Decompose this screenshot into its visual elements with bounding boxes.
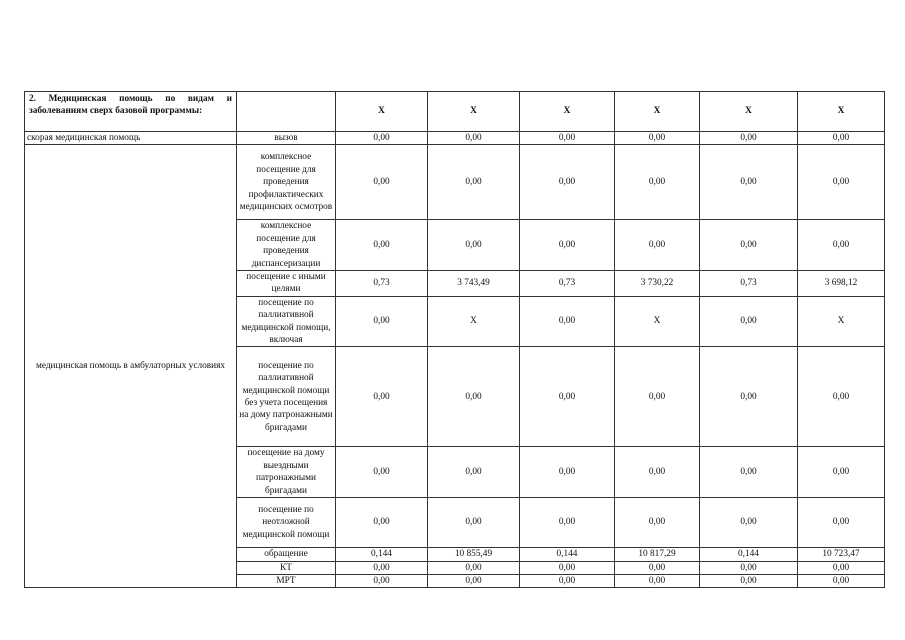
outpatient-value: 0,00 <box>428 498 520 548</box>
outpatient-unit: посещение по неотложной медицинской помощи <box>237 498 336 548</box>
ambulance-label: скорая медицинская помощь <box>25 132 237 145</box>
ambulance-value: 0,00 <box>615 132 700 145</box>
ambulance-unit: вызов <box>237 132 336 145</box>
outpatient-value: 0,00 <box>428 145 520 220</box>
outpatient-value: Х <box>615 296 700 347</box>
outpatient-value: 10 817,29 <box>615 548 700 561</box>
outpatient-value: 0,00 <box>336 220 428 271</box>
outpatient-value: 0,00 <box>336 498 428 548</box>
outpatient-value: 0,00 <box>336 296 428 347</box>
outpatient-unit: посещение с иными целями <box>237 271 336 297</box>
outpatient-value: 0,00 <box>700 347 798 447</box>
outpatient-value: 0,00 <box>336 561 428 574</box>
ambulance-value: 0,00 <box>520 132 615 145</box>
outpatient-value: 0,00 <box>700 561 798 574</box>
outpatient-value: 0,73 <box>520 271 615 297</box>
outpatient-value: 0,00 <box>615 498 700 548</box>
outpatient-value: 0,00 <box>428 561 520 574</box>
outpatient-unit: посещение по паллиативной медицинской помощи, включая <box>237 296 336 347</box>
outpatient-value: 0,00 <box>520 220 615 271</box>
outpatient-value: 10 855,49 <box>428 548 520 561</box>
section-header-value: Х <box>798 92 885 132</box>
outpatient-value: 0,144 <box>520 548 615 561</box>
outpatient-value: 0,00 <box>798 498 885 548</box>
outpatient-value: 0,00 <box>520 296 615 347</box>
outpatient-unit: посещение на дому выездными патронажными бригадами <box>237 447 336 498</box>
outpatient-unit: посещение по паллиативной медицинской помощи без учета посещения на дому патронажными бригадами <box>237 347 336 447</box>
outpatient-value: 0,00 <box>428 574 520 587</box>
ambulance-value: 0,00 <box>700 132 798 145</box>
ambulance-row <box>25 132 885 145</box>
outpatient-value: 3 743,49 <box>428 271 520 297</box>
outpatient-value: 0,00 <box>520 498 615 548</box>
section-header-value: Х <box>520 92 615 132</box>
ambulance-value: 0,00 <box>336 132 428 145</box>
section-header-value: Х <box>336 92 428 132</box>
section-header-row <box>25 92 885 132</box>
outpatient-value: 0,00 <box>336 447 428 498</box>
outpatient-value: 0,00 <box>700 574 798 587</box>
section-header-label: 2. Медицинская помощь по видам и заболеваниям сверх базовой программы: <box>25 92 237 132</box>
section-header-value: Х <box>428 92 520 132</box>
outpatient-value: 0,00 <box>428 220 520 271</box>
ambulance-value: 0,00 <box>798 132 885 145</box>
outpatient-value: 0,00 <box>615 574 700 587</box>
outpatient-value: 0,00 <box>615 561 700 574</box>
outpatient-value: 0,00 <box>615 145 700 220</box>
outpatient-value: 0,00 <box>520 561 615 574</box>
outpatient-unit: МРТ <box>237 574 336 587</box>
outpatient-value: 0,00 <box>520 447 615 498</box>
section-header-value: Х <box>700 92 798 132</box>
outpatient-row <box>25 145 885 220</box>
outpatient-value: 0,00 <box>428 347 520 447</box>
outpatient-unit: КТ <box>237 561 336 574</box>
outpatient-value: 0,00 <box>798 347 885 447</box>
outpatient-value: Х <box>428 296 520 347</box>
outpatient-value: 0,00 <box>798 561 885 574</box>
outpatient-value: 0,00 <box>798 574 885 587</box>
outpatient-value: 0,00 <box>798 447 885 498</box>
outpatient-label: медицинская помощь в амбулаторных условиях <box>25 145 237 588</box>
outpatient-unit: комплексное посещение для проведения профилактических медицинских осмотров <box>237 145 336 220</box>
outpatient-value: 0,00 <box>520 574 615 587</box>
outpatient-value: 0,00 <box>520 145 615 220</box>
outpatient-value: 0,00 <box>520 347 615 447</box>
outpatient-value: 10 723,47 <box>798 548 885 561</box>
outpatient-unit: комплексное посещение для проведения диспансеризации <box>237 220 336 271</box>
outpatient-value: 0,00 <box>336 574 428 587</box>
outpatient-value: 0,00 <box>798 220 885 271</box>
outpatient-value: 0,00 <box>700 498 798 548</box>
outpatient-value: 0,00 <box>336 145 428 220</box>
outpatient-value: 0,144 <box>336 548 428 561</box>
insurance-program-table <box>24 91 885 588</box>
outpatient-value: 0,144 <box>700 548 798 561</box>
outpatient-value: 0,73 <box>700 271 798 297</box>
outpatient-unit: обращение <box>237 548 336 561</box>
outpatient-value: 0,00 <box>700 447 798 498</box>
outpatient-value: 0,00 <box>336 347 428 447</box>
outpatient-value: 0,00 <box>700 296 798 347</box>
outpatient-value: 0,00 <box>700 145 798 220</box>
outpatient-value: 0,00 <box>615 347 700 447</box>
outpatient-value: 0,00 <box>615 220 700 271</box>
section-header-value: Х <box>615 92 700 132</box>
outpatient-value: 0,00 <box>798 145 885 220</box>
outpatient-value: Х <box>798 296 885 347</box>
outpatient-value: 0,00 <box>700 220 798 271</box>
ambulance-value: 0,00 <box>428 132 520 145</box>
outpatient-value: 0,00 <box>428 447 520 498</box>
outpatient-value: 3 730,22 <box>615 271 700 297</box>
outpatient-value: 0,00 <box>615 447 700 498</box>
outpatient-value: 0,73 <box>336 271 428 297</box>
outpatient-value: 3 698,12 <box>798 271 885 297</box>
section-header-unit <box>237 92 336 132</box>
